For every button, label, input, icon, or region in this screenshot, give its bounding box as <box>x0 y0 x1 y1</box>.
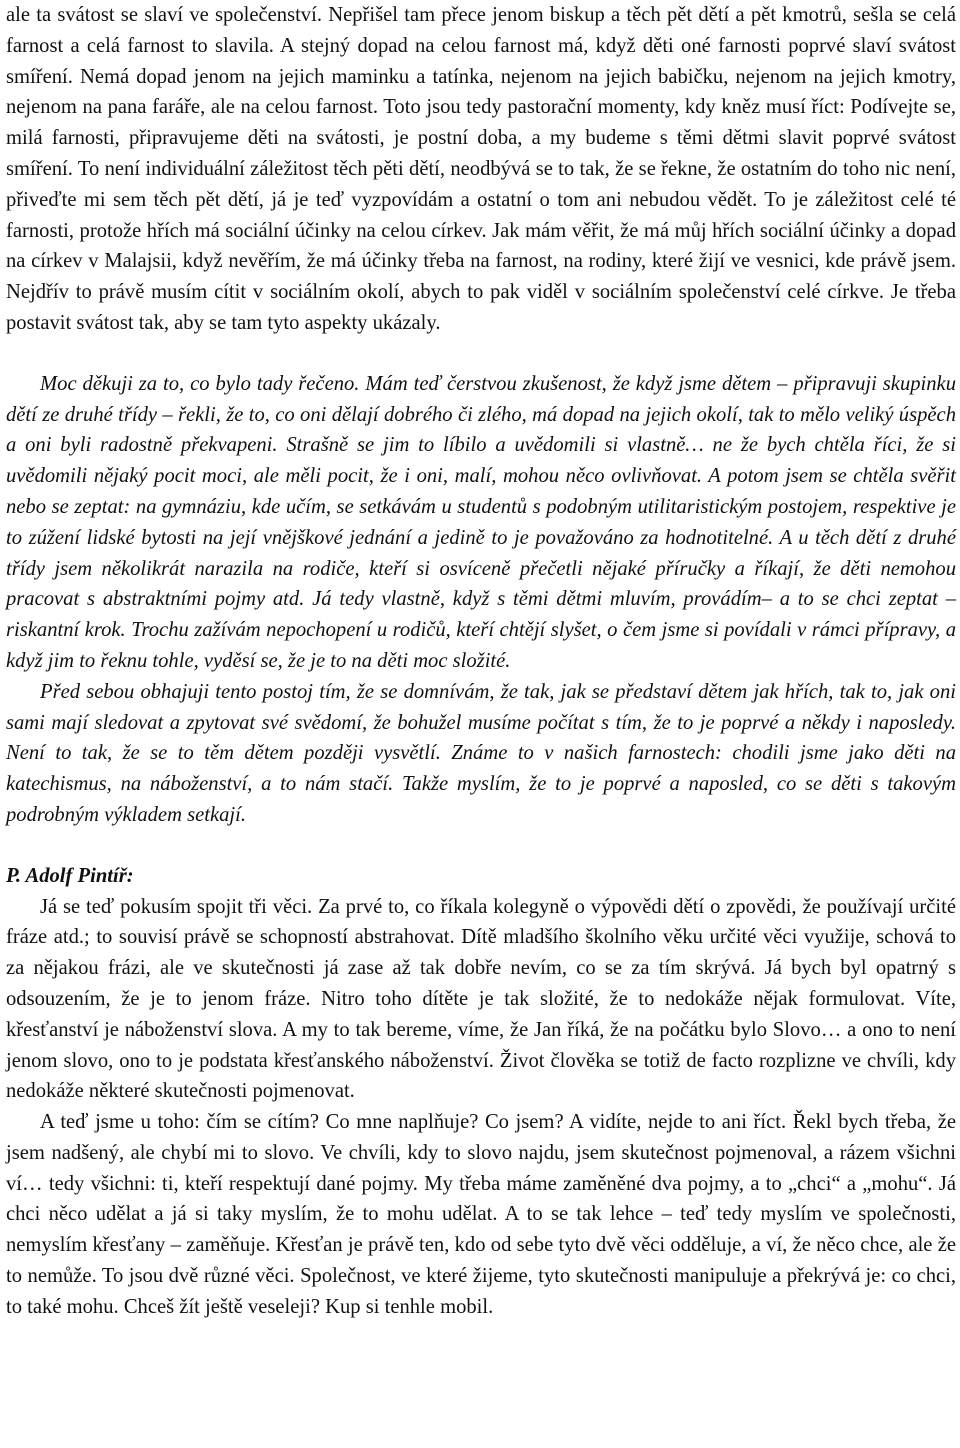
document-page <box>6 0 956 1323</box>
paragraph-5: A teď jsme u toho: čím se cítím? Co mne naplňuje? Co jsem? A vidíte, nejde to ani říct. Řekl bych třeba, že jsem nadšený, ale chybí mi to slovo. Ve chvíli, kdy to slovo najdu, jsem skutečnost pojmenoval, a rázem všichni ví… tedy všichni: ti, kteří respektují dané pojmy. My třeba máme zaměněné dva pojmy, a to „chci“ a „mohu“. Já chci něco udělat a já si taky myslím, že to mohu udělat. A to se tak lehce – teď tedy myslím ve společnosti, nemyslím křesťany – zaměňuje. Křesťan je právě ten, kdo od sebe tyto dvě věci odděluje, a ví, že něco chce, ale že to nemůže. To jsou dvě různé věci. Společnost, ve které žijeme, tyto skutečnosti manipuluje a překrývá je: co chci, to také mohu. Chceš žít ještě veseleji? Kup si tenhle mobil. <box>6 1111 956 1318</box>
paragraph-1: ale ta svátost se slaví ve společenství. Nepřišel tam přece jenom biskup a těch pět dětí a pět kmotrů, sešla se celá farnost a celá farnost to slavila. A stejný dopad na celou farnost má, když děti oné farnosti poprvé slaví svátost smíření. Nemá dopad jenom na jejich maminku a tatínka, nejenom na jejich babičku, nejenom na jejich kmotry, nejenom na pana faráře, ale na celou farnost. Toto jsou tedy pastorační momenty, kdy kněz musí říct: Podívejte se, milá farnosti, připravujeme děti na svátosti, je postní doba, a my budeme s těmi dětmi slavit poprvé svátost smíření. To není individuální záležitost těch pěti dětí, neodbývá se to tak, že se řekne, že ostatním do toho nic není, přiveďte mi sem těch pět dětí, já je teď vyzpovídám a ostatní o tom ani nebudou vědět. To je záležitost celé té farnosti, protože hřích má sociální účinky na celou církev. Jak mám věřit, že má můj hřích sociální účinky a dopad na církev v Malajsii, když nevěřím, že má účinky třeba na farnost, na rodiny, které žijí ve vesnici, kde právě jsem. Nejdřív to právě musím cítit v sociálním okolí, abych to pak viděl v sociálním společenství celé církve. Je třeba postavit svátost tak, aby se tam tyto aspekty ukázaly. <box>6 4 956 334</box>
paragraph-2-italic: Moc děkuji za to, co bylo tady řečeno. Mám teď čerstvou zkušenost, že když jsme dětem – připravuji skupinku dětí ze druhé třídy – řekli, že to, co oni dělají dobrého či zlého, má dopad na jejich okolí, tak to mělo veliký úspěch a oni byli radostně překvapeni. Strašně se jim to líbilo a uvědomili si vlastně… ne že bych chtěla říci, že si uvědomili nějaký pocit moci, ale měli pocit, že i oni, malí, mohou něco ovlivňovat. A potom jsem se chtěla svěřit nebo se zeptat: na gymnáziu, kde učím, se setkávám u studentů s podobným utilitaristickým postojem, respektive je to zúžení lidské bytosti na její vnějškové jednání a jedině to je považováno za hodnotitelné. A u těch dětí z druhé třídy jsem několikrát narazila na rodiče, kteří si osvíceně přečetli nějaké příručky a říkají, že děti nemohou pracovat s abstraktními pojmy atd. Já tedy vlastně, když s těmi dětmi mluvím, provádím– a to se chci zeptat – riskantní krok. Trochu zažívám nepochopení u rodičů, kteří chtějí slyšet, o čem jsme si povídali v rámci přípravy, a když jim to řeknu tohle, vyděsí se, že je to na děti moc složité. <box>6 372 956 672</box>
paragraph-4: Já se teď pokusím spojit tři věci. Za prvé to, co říkala kolegyně o výpovědi dětí o zpovědi, že používají určité fráze atd.; to souvisí právě se schopností abstrahovat. Dítě mladšího školního věku určité věci využije, schová to za nějakou frázi, ale ve skutečnosti já zase až tak dobře nevím, co se za tím skrývá. Já bych byl opatrný s odsouzením, že je to jenom fráze. Nitro toho dítěte je tak složité, že to nedokáže nějak formulovat. Víte, křesťanství je náboženství slova. A my to tak bereme, víme, že Jan říká, že na počátku bylo Slovo… a ono to není jenom slovo, ono to je podstata křesťanského náboženství. Život člověka se totiž de facto rozplizne ve chvíli, kdy nedokáže některé skutečnosti pojmenovat. <box>6 895 956 1103</box>
speaker-heading: P. Adolf Pintíř: <box>6 864 134 887</box>
paragraph-3-italic: Před sebou obhajuji tento postoj tím, že se domnívám, že tak, jak se představí dětem jak hřích, tak to, jak oni sami mají sledovat a zpytovat své svědomí, že bohužel musíme počítat s tím, že to je poprvé a někdy i naposledy. Není to tak, že se to těm dětem později vysvětlí. Známe to v našich farnostech: chodili jsme jako děti na katechismus, na náboženství, a to nám stačí. Takže myslím, že to je poprvé a naposled, co se děti s takovým podrobným výkladem setkají. <box>6 680 956 826</box>
